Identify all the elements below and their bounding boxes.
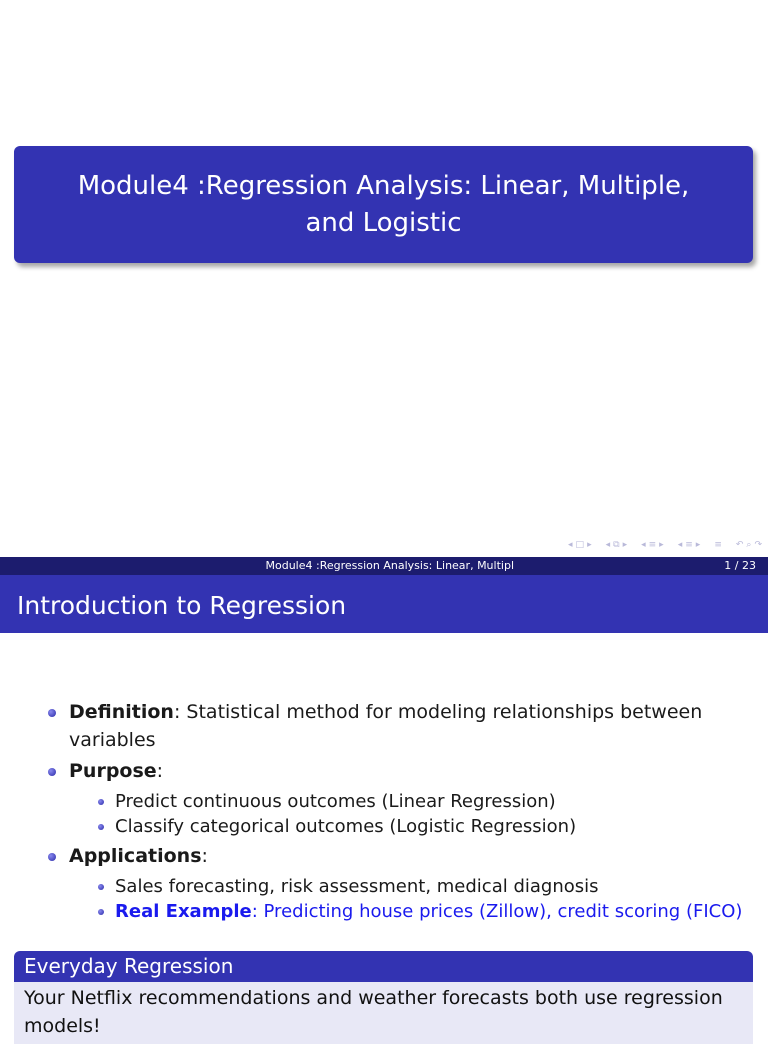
nav-section-icon[interactable]: ≡ <box>648 540 657 550</box>
bullet-purpose <box>48 757 748 839</box>
frame-title <box>0 575 768 633</box>
purpose-item: Classify categorical outcomes (Logistic Regression) <box>90 814 748 839</box>
nav-prev-frame-icon[interactable]: ◂ <box>568 540 573 550</box>
nav-subsection-icon[interactable]: ⧉ <box>613 540 620 550</box>
nav-back-icon[interactable]: ↶ <box>735 540 744 550</box>
nav-toc-icon[interactable]: ≡ <box>714 540 722 550</box>
nav-next-subsection-icon[interactable]: ▸ <box>622 540 628 550</box>
nav-next-section-icon[interactable]: ▸ <box>659 540 664 550</box>
definition-label: Definition <box>69 701 174 723</box>
nav-next-part-icon[interactable]: ▸ <box>695 540 701 550</box>
nav-forward-icon[interactable]: ↷ <box>754 540 762 550</box>
purpose-suffix: : <box>156 760 164 782</box>
definition-text: : Statistical method for modeling relationships between variables <box>69 701 703 751</box>
presentation-title: Module4 :Regression Analysis: Linear, Multiple, and Logistic <box>77 170 690 238</box>
bullet-list <box>48 698 748 927</box>
nav-prev-section-icon[interactable]: ◂ <box>641 540 646 550</box>
purpose-sublist <box>69 789 748 839</box>
purpose-item: Predict continuous outcomes (Linear Regression) <box>90 789 748 814</box>
nav-next-frame-icon[interactable]: ▸ <box>587 540 592 550</box>
footer-short-title: Module4 :Regression Analysis: Linear, Multipl <box>265 559 514 572</box>
nav-search-icon[interactable]: ⌕ <box>746 540 752 550</box>
applications-item: Sales forecasting, risk assessment, medical diagnosis <box>90 874 748 899</box>
example-block <box>14 951 753 1044</box>
nav-part-icon[interactable]: ≡ <box>685 540 693 550</box>
bullet-definition <box>48 698 748 754</box>
nav-prev-part-icon[interactable]: ◂ <box>677 540 683 550</box>
bullet-applications <box>48 842 748 924</box>
nav-prev-subsection-icon[interactable]: ◂ <box>605 540 611 550</box>
footer-bar <box>0 557 768 575</box>
real-example-text: : Predicting house prices (Zillow), credit scoring (FICO) <box>251 901 743 922</box>
footer-page-number: 1 / 23 <box>724 559 756 572</box>
applications-label: Applications <box>69 845 202 867</box>
real-example-label: Real Example <box>115 901 252 922</box>
purpose-label: Purpose <box>69 760 157 782</box>
beamer-navigation[interactable] <box>480 538 762 552</box>
frame-title-text: Introduction to Regression <box>17 591 347 620</box>
applications-sublist <box>69 874 748 924</box>
applications-suffix: : <box>201 845 208 867</box>
title-block <box>14 146 753 263</box>
block-body: Your Netflix recommendations and weather forecasts both use regression models! <box>14 982 753 1044</box>
real-example-item <box>90 899 748 924</box>
nav-frame-icon[interactable]: □ <box>575 540 585 550</box>
block-title: Everyday Regression <box>14 951 753 982</box>
